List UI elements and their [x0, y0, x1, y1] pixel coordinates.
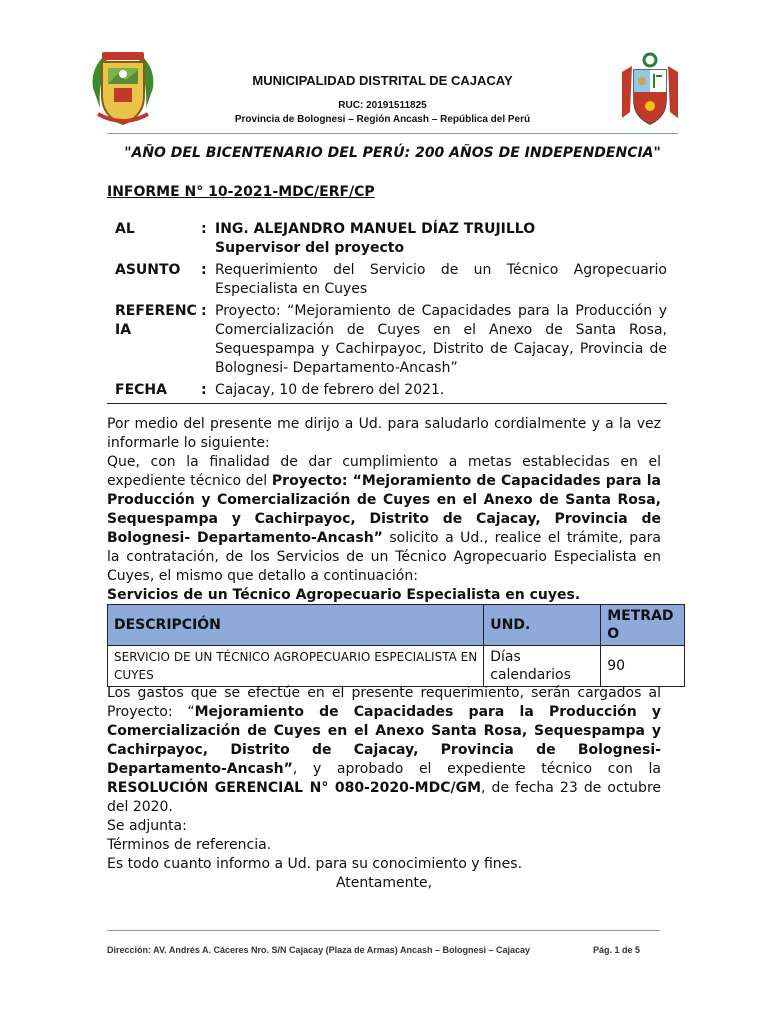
meta-row-asunto: [107, 261, 667, 302]
meta-label-fecha: FECHA: [107, 381, 201, 404]
recipient-role: Supervisor del proyecto: [215, 240, 405, 256]
meta-label-al: AL: [115, 221, 135, 237]
meta-row-referencia: [107, 302, 667, 381]
page-number: Pág. 1 de 5: [592, 945, 640, 955]
municipality-name: MUNICIPALIDAD DISTRITAL DE CAJACAY: [252, 73, 513, 88]
province-line: Provincia de Bolognesi – Región Ancash – República del Perú: [234, 114, 531, 125]
municipal-shield-icon: [88, 48, 158, 128]
signature-greeting: Atentamente,: [335, 875, 433, 891]
header-rule: [107, 133, 678, 134]
attachment-label: Se adjunta:: [107, 818, 187, 834]
meta-value-asunto: Requerimiento del Servicio de un Técnico Agropecuario Especialista en Cuyes: [215, 262, 667, 297]
charges-project-bold: Mejoramiento de Capacidades para la Producción y Comercialización de Cuyes en el Anexo Santa Rosa, Sequespampa y Cachirpayoc, Distrito de Cajacay, Provincia de Bolognesi-Departamento-Ancash”: [107, 704, 661, 777]
table-row: [108, 646, 685, 687]
cell-und: Días calendarios: [484, 646, 601, 687]
report-number: INFORME N° 10-2021-MDC/ERF/CP: [107, 184, 375, 200]
meta-colon: :: [201, 262, 207, 278]
request-paragraph: [107, 453, 661, 586]
services-title: Servicios de un Técnico Agropecuario Especialista en cuyes.: [107, 587, 581, 603]
project-name-bold: Proyecto: “Mejoramiento de Capacidades para la Producción y Comercialización de Cuyes en el Anexo de Santa Rosa, Sequespampa y Cachirpayoc, Distrito de Cajacay, Provincia de Bolognesi- Departamento-Ancash”: [107, 473, 661, 546]
meta-label-asunto: ASUNTO: [115, 262, 181, 278]
footer-address: Dirección: AV. Andrés A. Cáceres Nro. S/N Cajacay (Plaza de Armas) Ancash – Bolognesi – Cajacay: [107, 945, 530, 955]
meta-row-fecha: [107, 381, 667, 404]
attachment-item: Términos de referencia.: [107, 837, 272, 853]
header-descripcion: DESCRIPCIÓN: [108, 605, 484, 646]
report-meta-table: [107, 220, 667, 404]
request-text-c: solicito a Ud., realice el trámite, para la contratación, de los Servicios de un Técnico Agropecuario Especialista en Cuyes, el mismo que detallo a continuación:: [107, 530, 661, 584]
table-header-row: [108, 605, 685, 646]
meta-colon: :: [201, 221, 207, 237]
charges-text-a: Los gastos que se efectúe en el presente requerimiento, serán cargados al Proyecto: “: [107, 685, 661, 720]
meta-row-al: [107, 220, 667, 261]
header-metrado: METRADO: [601, 605, 685, 646]
ruc-number: RUC: 20191511825: [338, 100, 427, 111]
meta-value-al: [215, 220, 667, 261]
footer-rule: [107, 930, 660, 931]
intro-paragraph: Por medio del presente me dirijo a Ud. para saludarlo cordialmente y a la vez informarle lo siguiente:: [107, 416, 661, 451]
request-text-a: Que, con la finalidad de dar cumplimiento a metas establecidas en el expediente técnico del: [107, 454, 661, 489]
letterhead: [0, 0, 768, 140]
header-und: UND.: [484, 605, 601, 646]
meta-value-fecha: Cajacay, 10 de febrero del 2021.: [215, 381, 667, 404]
year-motto: "AÑO DEL BICENTENARIO DEL PERÚ: 200 AÑOS DE INDEPENDENCIA": [124, 145, 661, 161]
meta-colon: :: [201, 303, 207, 319]
requirement-table: [107, 604, 685, 687]
meta-label-referencia: REFERENC IA: [115, 303, 197, 338]
footer: [107, 945, 660, 955]
closing-line: Es todo cuanto informo a Ud. para su conocimiento y fines.: [107, 856, 523, 872]
charges-paragraph: [107, 684, 661, 817]
cell-metrado: 90: [601, 646, 685, 687]
meta-value-referencia: Proyecto: “Mejoramiento de Capacidades para la Producción y Comercialización de Cuyes en el Anexo de Santa Rosa, Sequespampa y Cachirpayoc, Distrito de Cajacay, Provincia de Bolognesi- Departamento-Ancash”: [215, 303, 667, 376]
resolution-bold: RESOLUCIÓN GERENCIAL N° 080-2020-MDC/GM: [107, 780, 482, 796]
peru-coat-of-arms-icon: [618, 52, 682, 128]
cell-descripcion: SERVICIO DE UN TÉCNICO AGROPECUARIO ESPECIALISTA EN CUYES: [108, 646, 484, 687]
charges-text-e: , de fecha 23 de octubre del 2020.: [107, 780, 661, 815]
charges-text-c: , y aprobado el expediente técnico con la: [292, 761, 661, 777]
meta-colon: :: [201, 381, 215, 404]
recipient-name: ING. ALEJANDRO MANUEL DÍAZ TRUJILLO: [215, 221, 536, 237]
